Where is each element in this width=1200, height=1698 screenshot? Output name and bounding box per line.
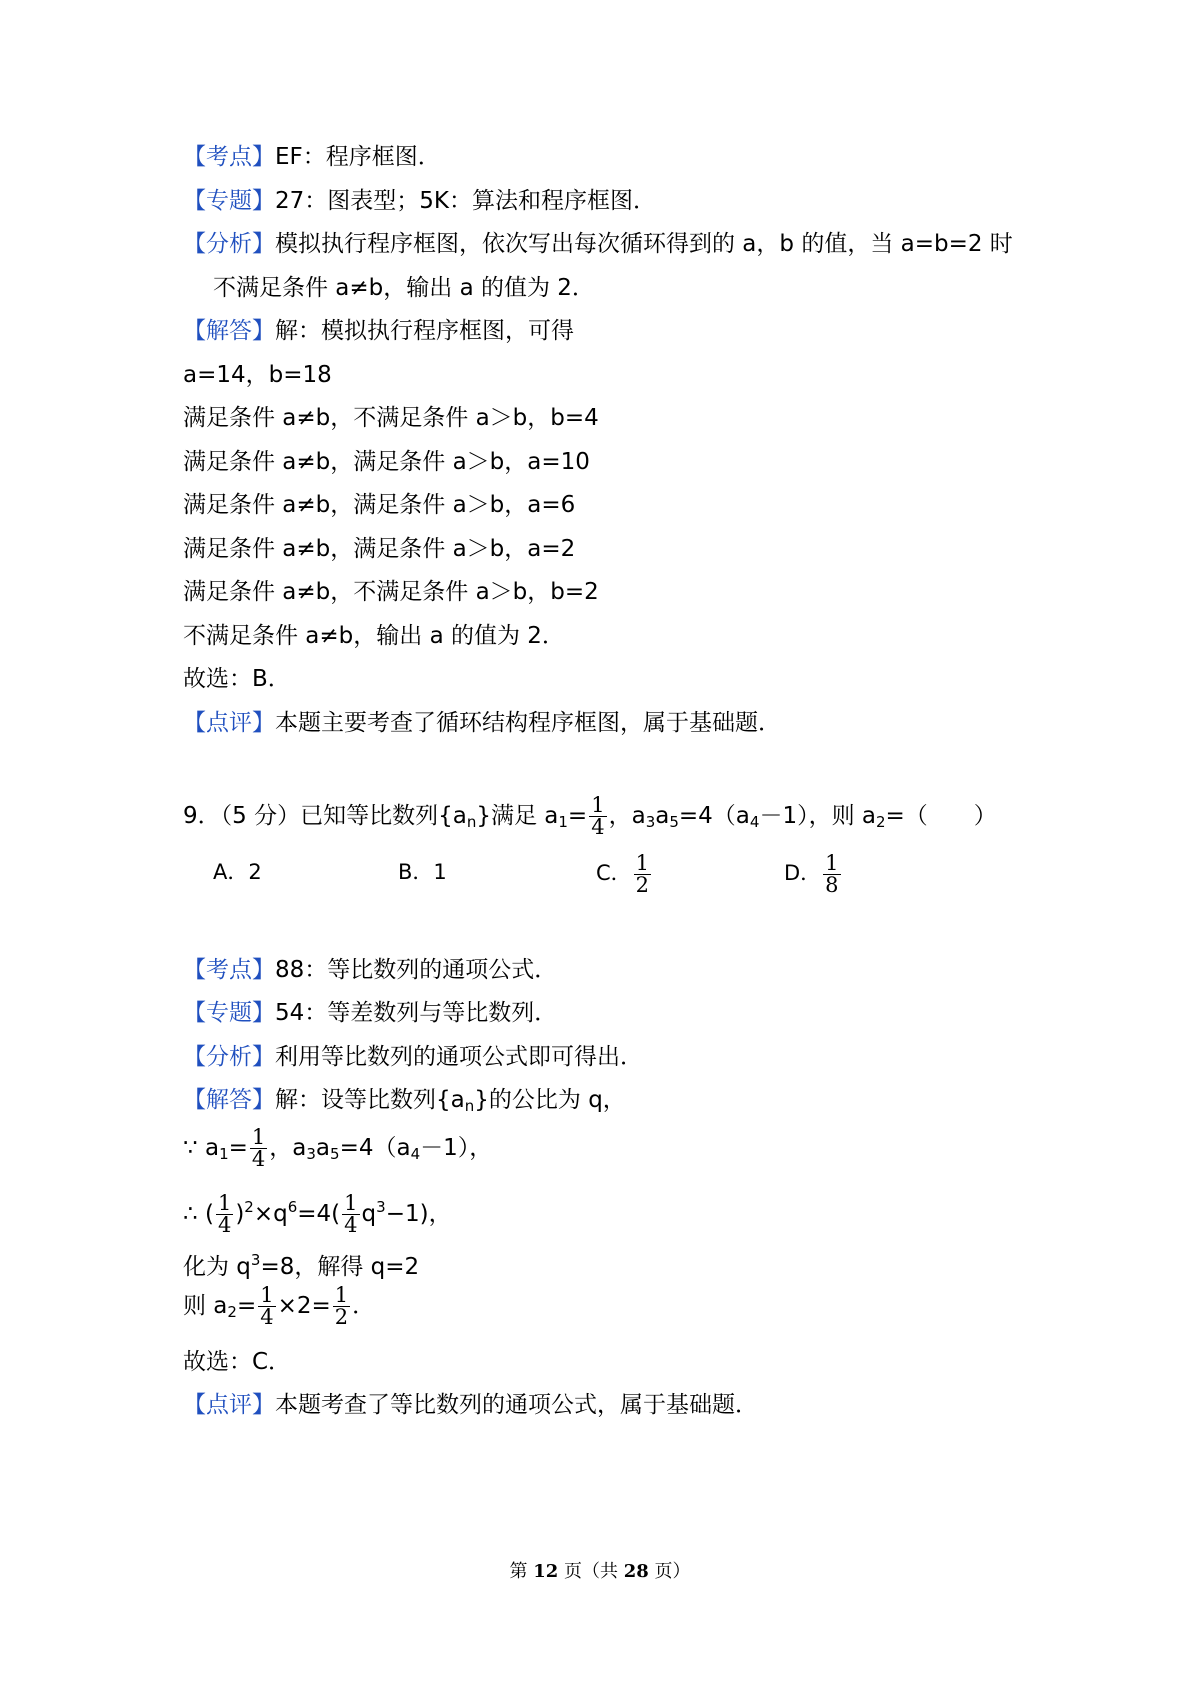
zhuanti-text: 54：等差数列与等比数列．: [275, 1000, 558, 1026]
dianping-text: 本题主要考查了循环结构程序框图，属于基础题．: [275, 710, 781, 736]
fenxi-continuation: 不满足条件 a≠b，输出 a 的值为 2．: [213, 275, 595, 301]
footer-text: 页）: [654, 1561, 691, 1582]
fraction: [333, 1285, 350, 1328]
fenxi-line: [183, 229, 1013, 259]
dianping-tag: 【点评】: [183, 710, 275, 736]
jieda-line: [183, 1085, 626, 1121]
dianping-tag: 【点评】: [183, 1392, 275, 1418]
dianping-text: 本题考查了等比数列的通项公式，属于基础题．: [275, 1392, 758, 1418]
fraction: [258, 1285, 275, 1328]
dianping-line: [183, 708, 781, 738]
sub: 3: [306, 1145, 316, 1163]
math-text: a: [204, 1135, 220, 1161]
numerator: 1: [591, 793, 605, 817]
numerator: 1: [217, 1191, 232, 1215]
question-9: [183, 793, 997, 845]
math-text: −1)，: [385, 1201, 452, 1227]
denominator: 2: [635, 872, 650, 897]
q-text: a: [655, 803, 670, 829]
fraction: [216, 1193, 233, 1236]
jieda-text: 解：模拟执行程序框图，可得: [275, 318, 574, 344]
option-label: C．: [596, 861, 632, 885]
denominator: 4: [217, 1213, 232, 1237]
numerator: 1: [251, 1125, 266, 1149]
q-text: ，a: [608, 803, 646, 829]
q-sub: 4: [749, 813, 760, 831]
q-text: =: [567, 803, 588, 829]
page-total: 28: [623, 1561, 649, 1582]
footer-text: 页（共: [564, 1561, 618, 1582]
kaodian-line: [183, 142, 441, 172]
q-text: =（ ）: [885, 803, 997, 829]
q-sub: 2: [875, 813, 886, 831]
jieda-tag: 【解答】: [183, 318, 275, 344]
denominator: 4: [251, 1147, 266, 1171]
zhuanti-line: [183, 998, 557, 1028]
option-d[interactable]: [784, 850, 843, 896]
denominator: 4: [591, 815, 605, 839]
jieda-text: }的公比为 q，: [474, 1087, 626, 1113]
sup: 2: [244, 1198, 254, 1216]
numerator: 1: [825, 850, 839, 875]
math-text: 化为 q: [183, 1254, 251, 1280]
q-text: }满足 a: [476, 803, 559, 829]
fraction: [342, 1193, 359, 1236]
option-a[interactable]: A．2: [213, 860, 262, 884]
kaodian-tag: 【考点】: [183, 957, 275, 983]
math-text: 则 a: [183, 1293, 228, 1319]
math-text: =4(: [297, 1201, 341, 1227]
jieda-tag: 【解答】: [183, 1087, 275, 1113]
math-text: =: [228, 1135, 248, 1161]
kaodian-line: [183, 955, 557, 985]
math-text: (: [204, 1201, 214, 1227]
fenxi-tag: 【分析】: [183, 231, 275, 257]
math-text: q: [361, 1201, 377, 1227]
sup: 3: [376, 1198, 386, 1216]
sup: 3: [250, 1251, 261, 1269]
math-text: =8，解得 q=2: [260, 1254, 420, 1280]
ze-line: [183, 1283, 375, 1335]
footer-text: 第: [509, 1561, 528, 1582]
page-footer: [0, 1557, 1200, 1583]
page-number: 12: [533, 1561, 559, 1582]
zhuanti-tag: 【专题】: [183, 1000, 275, 1026]
math-text: a: [315, 1135, 331, 1161]
fraction: [823, 850, 840, 897]
math-text: ．: [352, 1293, 376, 1319]
q-text: －1），则 a: [759, 803, 876, 829]
q-text: 9．（5 分）已知等比数列{a: [183, 803, 467, 829]
sup: 6: [287, 1198, 298, 1216]
fenxi-tag: 【分析】: [183, 1044, 275, 1070]
sub: 4: [410, 1145, 421, 1163]
option-c[interactable]: [596, 850, 653, 896]
step-line: 不满足条件 a≠b，输出 a 的值为 2．: [183, 623, 565, 649]
step-line: 满足条件 a≠b，不满足条件 a＞b，b=4: [183, 405, 599, 431]
jieda-line: [183, 316, 574, 346]
q-text: =4（a: [678, 803, 750, 829]
fraction: [589, 795, 606, 838]
denominator: 4: [344, 1213, 358, 1237]
answer-line: 故选：C．: [183, 1349, 292, 1375]
dianping-line: [183, 1390, 758, 1420]
therefore-line: [183, 1184, 452, 1237]
therefore-symbol: ∴: [183, 1201, 198, 1227]
sub: 5: [330, 1145, 340, 1163]
numerator: 1: [344, 1191, 358, 1215]
step-line: 满足条件 a≠b，不满足条件 a＞b，b=2: [183, 579, 599, 605]
kaodian-text: 88：等比数列的通项公式．: [275, 957, 558, 983]
q-sub: 5: [669, 813, 679, 831]
math-text: ，a: [269, 1135, 307, 1161]
math-text: ×q: [253, 1201, 288, 1227]
numerator: 1: [260, 1283, 274, 1307]
numerator: 1: [334, 1283, 349, 1307]
fraction: [250, 1127, 267, 1170]
q-sub: n: [466, 813, 477, 831]
sub: n: [464, 1097, 475, 1115]
fenxi-text: 利用等比数列的通项公式即可得出．: [275, 1044, 643, 1070]
jieda-text: 解：设等比数列{a: [275, 1087, 465, 1113]
math-text: ×2=: [277, 1293, 331, 1319]
math-text: =: [236, 1293, 257, 1319]
option-label: D．: [784, 861, 822, 885]
fenxi-text: 模拟执行程序框图，依次写出每次循环得到的 a，b 的值，当 a=b=2 时: [275, 231, 1013, 257]
zhuanti-line: [183, 186, 656, 216]
kaodian-text: EF：程序框图．: [275, 144, 441, 170]
denominator: 2: [334, 1305, 349, 1329]
denominator: 4: [260, 1305, 274, 1329]
fenxi-line: [183, 1042, 643, 1072]
denominator: 8: [825, 872, 839, 897]
huawei-line: [183, 1245, 419, 1282]
math-text: －1），: [420, 1135, 493, 1161]
numerator: 1: [635, 850, 650, 875]
sub: 1: [219, 1145, 229, 1163]
q-sub: 3: [645, 813, 656, 831]
fraction: [634, 850, 651, 897]
step-line: a=14，b=18: [183, 362, 332, 388]
step-line: 满足条件 a≠b，满足条件 a＞b，a=2: [183, 536, 576, 562]
math-text: ): [235, 1201, 245, 1227]
option-b[interactable]: B．1: [398, 860, 447, 884]
because-line: [183, 1125, 492, 1177]
because-symbol: ∵: [183, 1135, 198, 1161]
sub: 2: [227, 1303, 237, 1321]
math-text: =4（a: [339, 1135, 411, 1161]
q-sub: 1: [558, 813, 568, 831]
answer-line: 故选：B．: [183, 666, 291, 692]
kaodian-tag: 【考点】: [183, 144, 275, 170]
zhuanti-tag: 【专题】: [183, 188, 275, 214]
step-line: 满足条件 a≠b，满足条件 a＞b，a=10: [183, 449, 590, 475]
zhuanti-text: 27：图表型；5K：算法和程序框图．: [275, 188, 656, 214]
step-line: 满足条件 a≠b，满足条件 a＞b，a=6: [183, 492, 576, 518]
